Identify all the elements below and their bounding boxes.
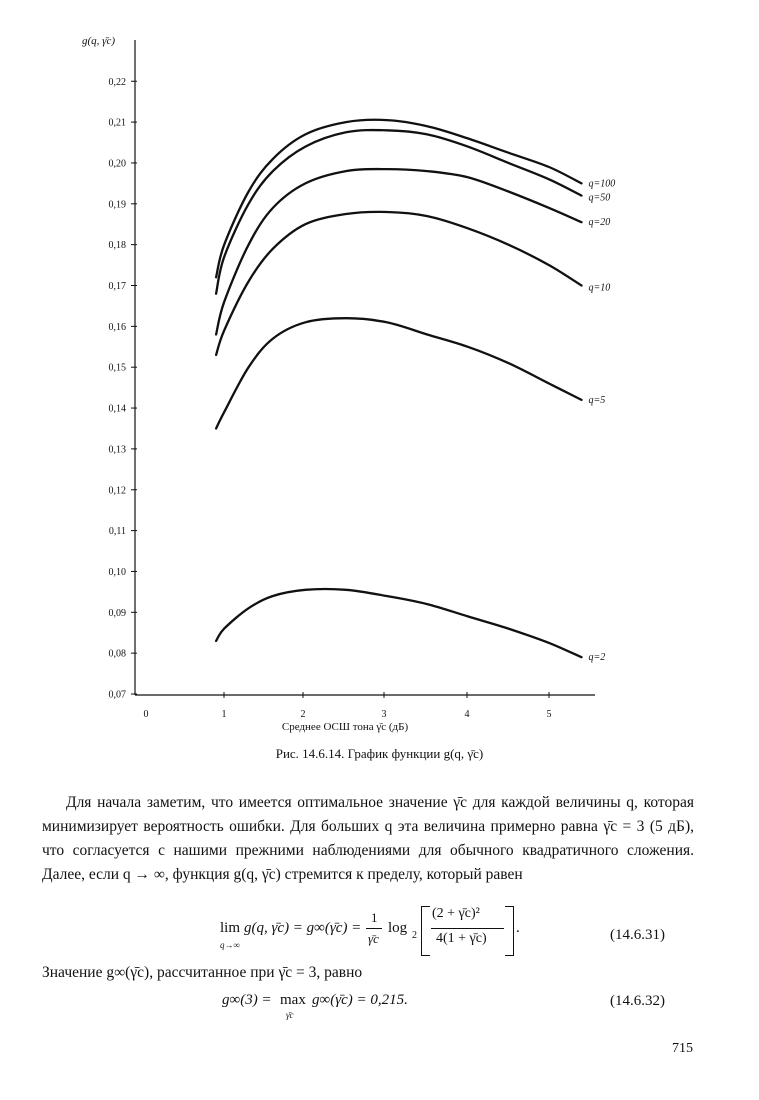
log-base: 2 [412, 930, 417, 941]
y-tick-label: 0,16 [108, 321, 126, 333]
x-axis-label: Среднее ОСШ тона γ̄c (дБ) [281, 721, 409, 733]
equation-number-14-6-32: (14.6.32) [610, 993, 665, 1009]
chart-axes [135, 40, 595, 695]
fraction-denominator: γ̄c [368, 931, 379, 946]
series-label: q=20 [588, 217, 611, 229]
x-tick-label: 3 [381, 709, 387, 720]
equation-number-14-6-31: (14.6.31) [610, 927, 665, 943]
y-tick-label: 0,15 [108, 362, 126, 374]
x-tick-label: 5 [546, 709, 552, 720]
y-tick-label: 0,13 [108, 444, 126, 456]
log-operator: log [388, 920, 408, 936]
x-tick-label: 0 [143, 709, 149, 720]
lim-operator: lim [220, 920, 241, 936]
series-label: q=10 [588, 282, 611, 294]
eq2-lhs: g∞(3) = [222, 992, 272, 1008]
equation-end: . [516, 920, 520, 936]
fraction-numerator: 1 [371, 910, 378, 925]
body-paragraph [42, 791, 694, 887]
y-tick-label: 0,19 [108, 199, 126, 211]
y-tick-label: 0,09 [108, 607, 126, 619]
left-bracket [421, 906, 430, 956]
chart-curves [216, 120, 615, 663]
y-tick-label: 0,14 [108, 403, 126, 415]
inner-denominator: 4(1 + γ̄c) [436, 931, 487, 946]
series-label: q=50 [588, 192, 611, 204]
y-tick-label: 0,18 [108, 240, 126, 252]
equation-lhs: g(q, γ̄c) = g∞(γ̄c) = [244, 920, 362, 936]
y-tick-label: 0,11 [108, 526, 126, 538]
y-tick-label: 0,21 [108, 117, 126, 129]
curve-q-10 [216, 212, 581, 355]
y-axis-label: g(q, γ̄c) [82, 35, 116, 47]
x-tick-label: 4 [464, 709, 470, 720]
page-number: 715 [672, 1041, 693, 1056]
inner-numerator: (2 + γ̄c)² [432, 906, 480, 921]
figure-caption: Рис. 14.6.14. График функции g(q, γ̄c) [275, 746, 484, 761]
x-tick-label: 1 [221, 709, 227, 720]
curve-q-2 [216, 589, 581, 657]
series-label: q=5 [588, 394, 606, 406]
y-axis-ticks [109, 77, 138, 701]
series-label: q=100 [588, 178, 616, 190]
y-tick-label: 0,07 [108, 689, 126, 701]
max-operator: max [280, 992, 306, 1008]
inner-fraction-bar [431, 928, 504, 929]
y-tick-label: 0,12 [108, 485, 126, 497]
eq2-rhs: g∞(γ̄c) = 0,215. [312, 992, 408, 1008]
fraction-bar [366, 928, 382, 929]
right-bracket [505, 906, 514, 956]
lim-subscript: q→∞ [220, 940, 240, 950]
y-tick-label: 0,22 [108, 76, 126, 88]
x-tick-label: 2 [300, 709, 306, 720]
y-tick-label: 0,20 [108, 158, 126, 170]
series-label: q=2 [588, 652, 606, 664]
max-subscript: γ̄c [286, 1010, 294, 1020]
y-tick-label: 0,17 [108, 281, 126, 292]
x-axis-ticks [144, 692, 552, 720]
sentence-value-at-3: Значение g∞(γ̄c), рассчитанное при γ̄c = 3, равно [42, 964, 363, 981]
paragraph-text: Для начала заметим, что имеется оптимальное значение γ̄c для каждой величины q, которая минимизирует вероятность ошибки. Для больших q эта величина примерно равна γ̄c = 3 (5 дБ), что согласуется с нашими прежними наблюдениями для обычного квадратичного сложения. Далее, если q → ∞, функция g(q, γ̄c) стремится к пределу, который равен [42, 794, 694, 883]
y-tick-label: 0,10 [108, 566, 126, 578]
curve-q-5 [216, 318, 581, 428]
y-tick-label: 0,08 [108, 648, 126, 660]
